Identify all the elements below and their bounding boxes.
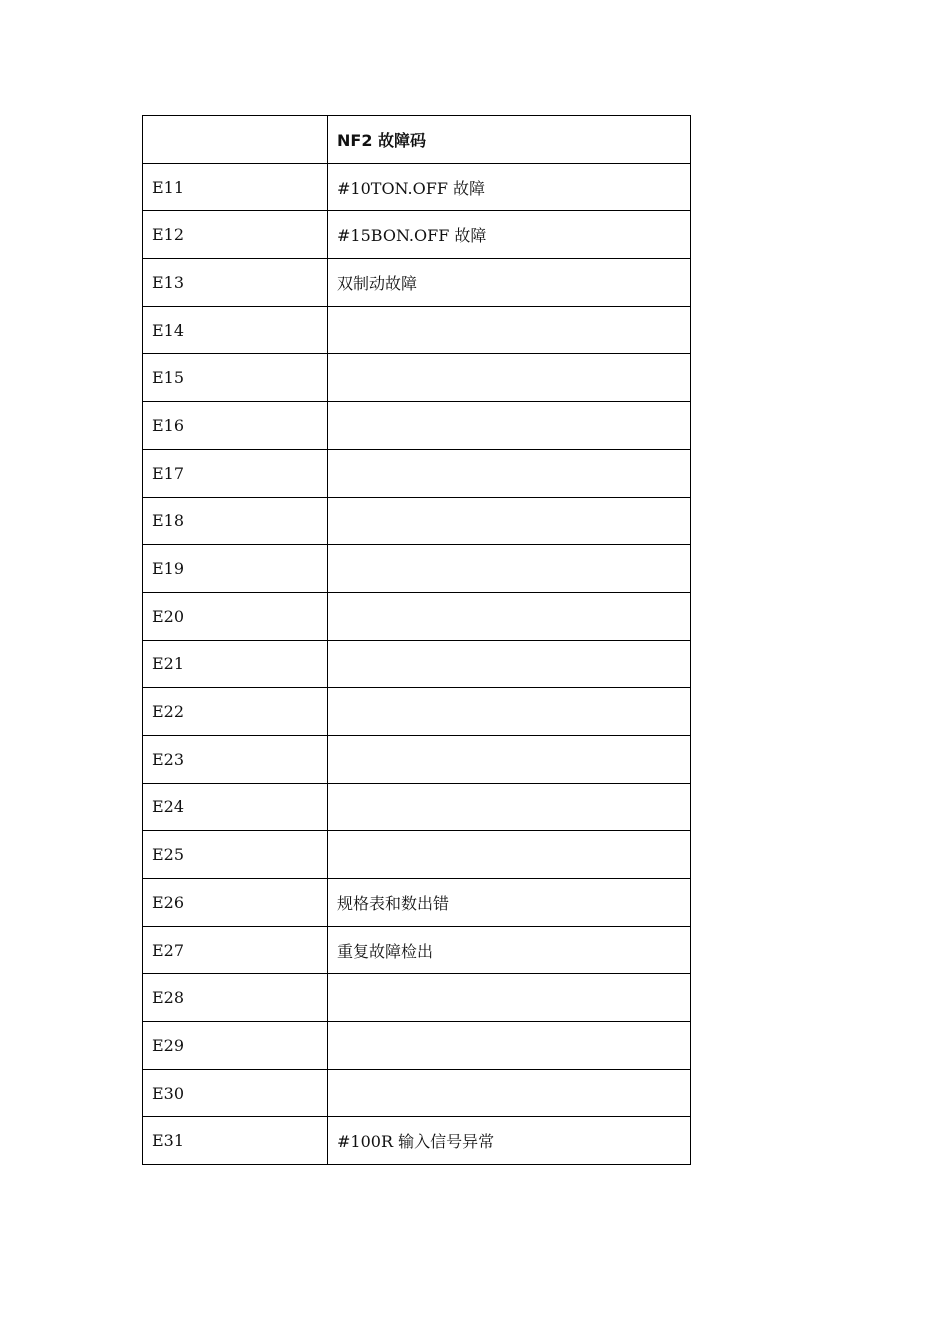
fault-description-cell [328, 449, 691, 497]
fault-code-cell: E13 [143, 259, 328, 307]
table-row [143, 497, 691, 545]
fault-description-cell [328, 783, 691, 831]
table-row [143, 402, 691, 450]
table-row [143, 545, 691, 593]
fault-description-cell [328, 402, 691, 450]
fault-description-cell [328, 640, 691, 688]
table-row [143, 306, 691, 354]
table-row [143, 783, 691, 831]
fault-description-cell [328, 497, 691, 545]
fault-code-cell: E25 [143, 831, 328, 879]
fault-description-cell [328, 354, 691, 402]
fault-code-table [142, 115, 691, 1165]
table-row [143, 831, 691, 879]
fault-description-cell: 重复故障检出 [328, 926, 691, 974]
fault-code-cell: E20 [143, 592, 328, 640]
table-row [143, 1117, 691, 1165]
fault-description-cell [328, 545, 691, 593]
header-cell-code [143, 116, 328, 164]
fault-code-cell: E11 [143, 163, 328, 211]
table-row [143, 259, 691, 307]
table-row [143, 1022, 691, 1070]
table-row [143, 211, 691, 259]
fault-code-cell: E30 [143, 1069, 328, 1117]
fault-code-cell: E17 [143, 449, 328, 497]
table-row [143, 974, 691, 1022]
fault-code-cell: E12 [143, 211, 328, 259]
fault-description-cell [328, 306, 691, 354]
fault-description-cell [328, 974, 691, 1022]
table-body [143, 116, 691, 1165]
table-row [143, 640, 691, 688]
table-row [143, 1069, 691, 1117]
fault-description-cell: #10TON.OFF 故障 [328, 163, 691, 211]
fault-code-cell: E26 [143, 879, 328, 927]
table-row [143, 163, 691, 211]
fault-description-cell [328, 1022, 691, 1070]
fault-code-cell: E29 [143, 1022, 328, 1070]
fault-code-cell: E16 [143, 402, 328, 450]
table-row [143, 592, 691, 640]
fault-code-cell: E18 [143, 497, 328, 545]
fault-description-cell [328, 592, 691, 640]
fault-description-cell [328, 831, 691, 879]
fault-description-cell: #100R 输入信号异常 [328, 1117, 691, 1165]
fault-description-cell [328, 735, 691, 783]
fault-code-cell: E14 [143, 306, 328, 354]
fault-code-cell: E21 [143, 640, 328, 688]
table-row [143, 926, 691, 974]
table-row [143, 879, 691, 927]
fault-code-cell: E22 [143, 688, 328, 736]
table-header-row [143, 116, 691, 164]
table-row [143, 735, 691, 783]
fault-description-cell [328, 688, 691, 736]
fault-description-cell: #15BON.OFF 故障 [328, 211, 691, 259]
table-row [143, 688, 691, 736]
fault-code-cell: E23 [143, 735, 328, 783]
fault-description-cell: 双制动故障 [328, 259, 691, 307]
fault-code-cell: E31 [143, 1117, 328, 1165]
fault-code-cell: E15 [143, 354, 328, 402]
fault-description-cell [328, 1069, 691, 1117]
fault-code-cell: E28 [143, 974, 328, 1022]
fault-code-cell: E24 [143, 783, 328, 831]
table-row [143, 449, 691, 497]
fault-code-cell: E19 [143, 545, 328, 593]
table-row [143, 354, 691, 402]
fault-description-cell: 规格表和数出错 [328, 879, 691, 927]
fault-code-cell: E27 [143, 926, 328, 974]
header-cell-title: NF2 故障码 [328, 116, 691, 164]
